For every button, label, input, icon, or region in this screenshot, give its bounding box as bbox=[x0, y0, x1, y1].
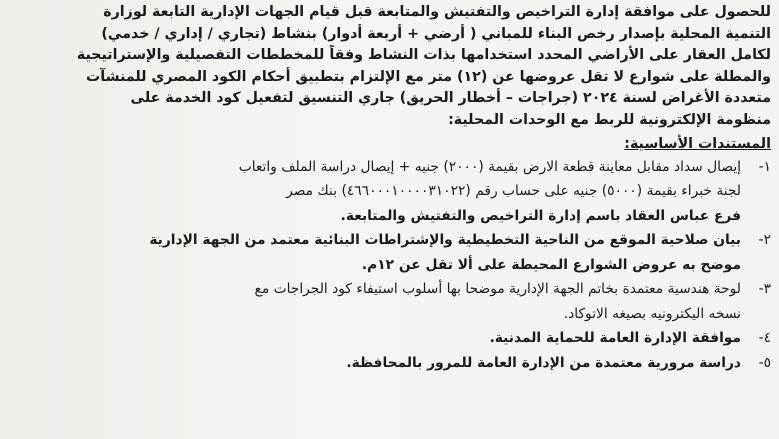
item-number: ٢- bbox=[758, 232, 771, 249]
item-number: ١- bbox=[758, 158, 771, 175]
intro-line: والمطلة على شوارع لا تقل عروضها عن (١٢) متر مع الإلتزام بتطبيق أحكام الكود المصري للمنشآت bbox=[86, 68, 771, 85]
item-text bbox=[8, 351, 741, 376]
item-number: ٥- bbox=[758, 354, 771, 371]
section-heading: المستندات الأساسية: bbox=[624, 135, 771, 152]
intro-line: التنمية المحلية بإصدار رخص البناء للمباني ( أرضي + أربعة أدوار) بنشاط (تجاري / إداري / خدمي) bbox=[101, 25, 771, 42]
item-line: فرع عباس العقاد باسم إدارة التراخيص والتفتيش والمتابعة. bbox=[340, 207, 741, 224]
item-text bbox=[8, 326, 741, 351]
item-number: ٤- bbox=[758, 330, 771, 347]
item-text bbox=[8, 277, 741, 326]
item-line: موافقة الإدارة العامة للحماية المدنية. bbox=[489, 330, 741, 347]
item-number: ٣- bbox=[758, 281, 771, 298]
item-line: بيان صلاحية الموقع من الناحية التخطيطية والإشتراطات البنائية معتمد من الجهة الإدارية bbox=[149, 232, 741, 249]
item-line: دراسة مرورية معتمدة من الإدارة العامة للمرور بالمحافظة. bbox=[346, 354, 741, 371]
intro-line: لكامل العقار على الأراضي المحدد استخدامها بذات النشاط وفقاً للمخططات التفصيلية والإستراتيجية bbox=[76, 47, 771, 64]
item-line: موضح به عروض الشوارع المحيطة على ألا تقل عن ١٢م. bbox=[361, 256, 741, 273]
item-text bbox=[8, 155, 741, 229]
item-text bbox=[8, 228, 741, 277]
intro-line: متعددة الأغراض لسنة ٢٠٢٤ (جراجات – أخطار الحريق) جاري التنسيق لتفعيل كود الخدمة على bbox=[130, 90, 771, 107]
list-item bbox=[8, 277, 771, 326]
item-line: نسخه اليكترونيه بصيغه الاتوكاد. bbox=[563, 305, 741, 322]
list-item bbox=[8, 155, 771, 229]
item-line: لجنة خبراء بقيمة (٥٠٠٠) جنيه على حساب رقم (٤٦٦٠٠٠١٠٠٠٠٣١٠٢٢) بنك مصر bbox=[286, 183, 741, 200]
list-item bbox=[8, 228, 771, 277]
list-item bbox=[8, 351, 771, 376]
item-line: إيصال سداد مقابل معاينة قطعة الارض بقيمة (٢٠٠٠) جنيه + إيصال دراسة الملف واتعاب bbox=[238, 158, 741, 175]
list-item bbox=[8, 326, 771, 351]
intro-paragraph bbox=[8, 2, 771, 132]
item-line: لوحة هندسية معتمدة بخاتم الجهة الإدارية موضحا بها أسلوب استيفاء كود الجراجات مع bbox=[254, 281, 741, 298]
intro-line: للحصول على موافقة إدارة التراخيص والتفتيش والمتابعة قبل قيام الجهات الإدارية التابعة لوزارة bbox=[103, 4, 771, 20]
required-documents-list bbox=[8, 155, 771, 376]
intro-line: منظومة الإلكترونية للربط مع الوحدات المحلية: bbox=[448, 111, 771, 128]
